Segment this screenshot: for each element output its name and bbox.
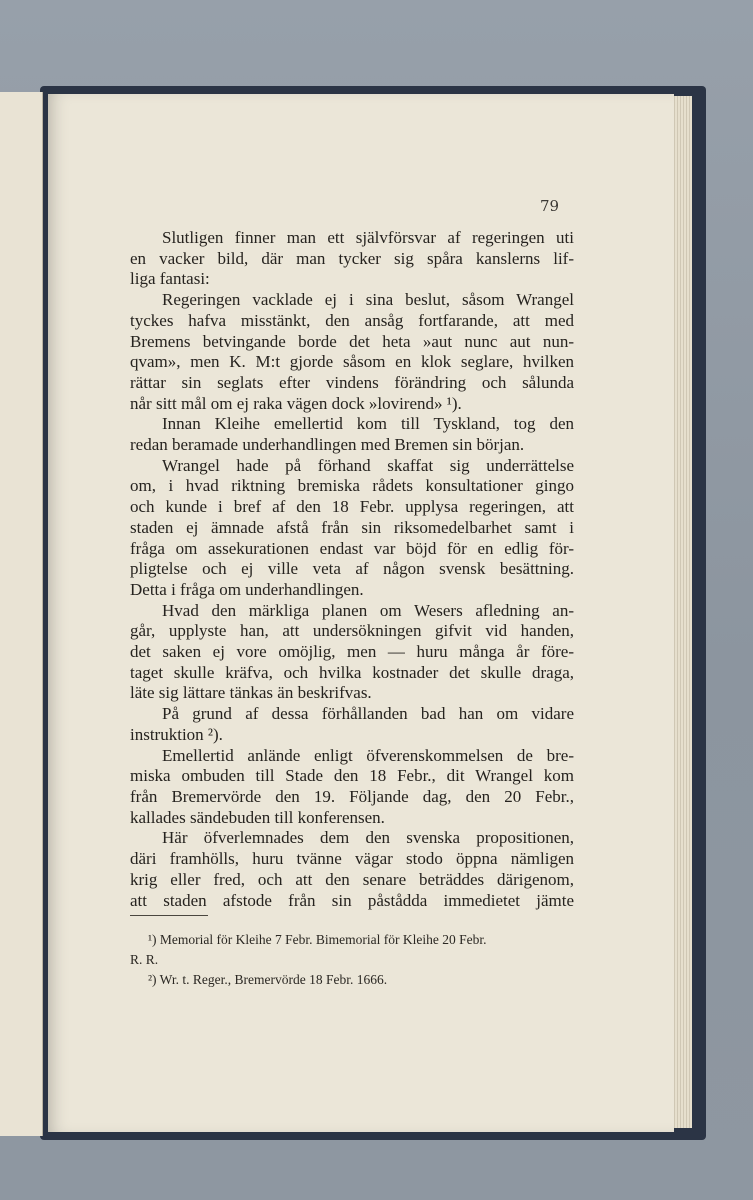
text-line: Emellertid anlände enligt öfverenskommelsen de bre- bbox=[162, 745, 574, 765]
text-line: Wrangel hade på förhand skaffat sig underrättelse bbox=[162, 455, 574, 475]
text-line: från Bremervörde den 19. Följande dag, den 20 Febr., bbox=[130, 786, 574, 806]
text-line: taget skulle kräfva, och hvilka kostnader det skulle draga, bbox=[130, 662, 574, 682]
text-line: instruktion ²). bbox=[130, 724, 223, 744]
text-line: Innan Kleihe emellertid kom till Tyskland, tog den bbox=[162, 414, 574, 434]
text-line: tyckes hafva misstänkt, den ansåg fortfarande, att med bbox=[130, 310, 574, 330]
footnote-rule bbox=[130, 915, 208, 916]
text-line: och kunde i bref af den 18 Febr. upplysa regeringen, att bbox=[130, 497, 574, 517]
footnote-line: ¹) Memorial för Kleihe 7 Febr. Bimemorial för Kleihe 20 Febr. bbox=[148, 932, 487, 947]
body-text bbox=[130, 228, 574, 911]
footnote-line: R. R. bbox=[130, 952, 159, 967]
text-line: Detta i fråga om underhandlingen. bbox=[130, 579, 364, 599]
text-line: pligtelse och ej ville veta af någon svensk besättning. bbox=[130, 559, 574, 579]
text-line: staden ej ämnade afstå från sin riksomedelbarhet samt i bbox=[130, 517, 574, 537]
footnotes bbox=[130, 930, 576, 990]
text-line: läte sig lättare tänkas än beskrifvas. bbox=[130, 683, 372, 703]
text-line: qvam», men K. M:t gjorde såsom en klok seglare, hvilken bbox=[130, 352, 574, 372]
text-line: det saken ej vore omöjlig, men — huru många år före- bbox=[130, 642, 574, 662]
text-line: Bremens betvingande borde det heta »aut nunc aut nun- bbox=[130, 331, 574, 351]
text-line: Regeringen vacklade ej i sina beslut, såsom Wrangel bbox=[162, 290, 574, 310]
text-line: en vacker bild, där man tycker sig spåra kanslerns lif- bbox=[130, 248, 574, 268]
text-line: att staden afstode från sin påstådda immedietet jämte bbox=[130, 890, 574, 910]
text-line: om, i hvad riktning bremiska rådets konsultationer gingo bbox=[130, 476, 574, 496]
text-line: miska ombuden till Stade den 18 Febr., dit Wrangel kom bbox=[130, 766, 574, 786]
text-line: liga fantasi: bbox=[130, 269, 210, 289]
text-line: däri framhölls, huru tvänne vägar stodo öppna nämligen bbox=[130, 849, 574, 869]
left-page-edge bbox=[0, 92, 43, 1136]
text-line: På grund af dessa förhållanden bad han om vidare bbox=[162, 704, 574, 724]
text-line: går, upplyste han, att undersökningen gifvit vid handen, bbox=[130, 621, 574, 641]
page-number: 79 bbox=[540, 197, 560, 215]
page-edges bbox=[672, 96, 692, 1128]
text-line: kallades sändebuden till konferensen. bbox=[130, 807, 385, 827]
text-line: Hvad den märkliga planen om Wesers afledning an- bbox=[162, 600, 574, 620]
text-line: Slutligen finner man ett självförsvar af regeringen uti bbox=[162, 228, 574, 247]
text-line: rättar sin seglats efter vindens förändring och sålunda bbox=[130, 372, 574, 392]
text-line: når sitt mål om ej raka vägen dock »lovirend» ¹). bbox=[130, 393, 462, 413]
text-line: redan beramade underhandlingen med Bremen sin början. bbox=[130, 435, 525, 455]
text-line: krig eller fred, och att den senare beträddes därigenom, bbox=[130, 869, 574, 889]
text-line: Här öfverlemnades dem den svenska propositionen, bbox=[162, 828, 574, 848]
text-line: fråga om assekurationen endast var böjd för en edlig för- bbox=[130, 538, 574, 558]
footnote-line: ²) Wr. t. Reger., Bremervörde 18 Febr. 1666. bbox=[148, 972, 388, 987]
